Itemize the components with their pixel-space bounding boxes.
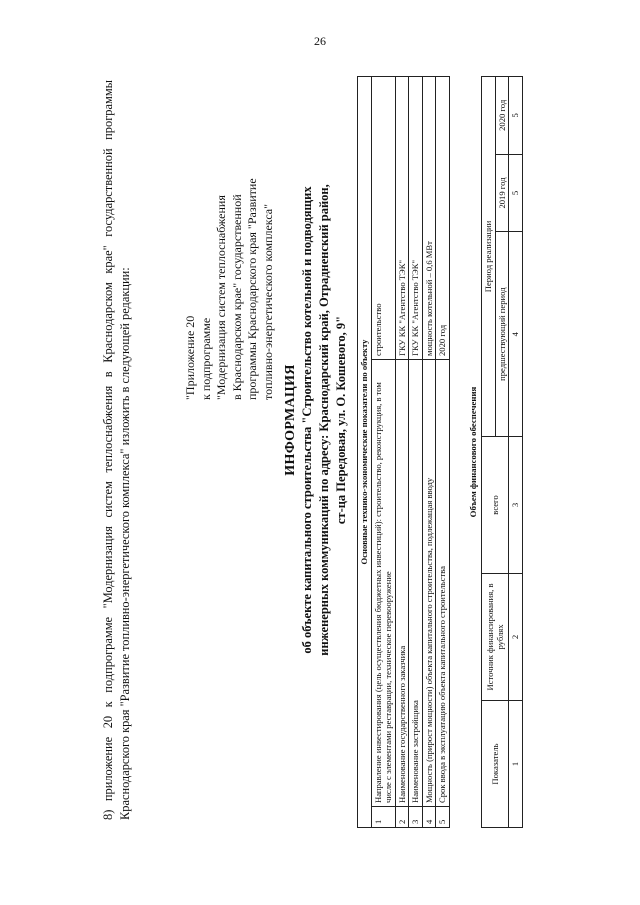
header-source: Источник финансирования, в рублях xyxy=(482,574,509,701)
row-value: 2020 год xyxy=(436,77,450,360)
row-number: 3 xyxy=(409,807,423,828)
column-number: 4 xyxy=(509,232,523,437)
appendix-line: к подпрограмме xyxy=(198,317,213,400)
column-number: 5 xyxy=(509,77,523,155)
document-title xyxy=(282,160,350,680)
row-value: ГКУ КК "Агентство ТЭК" xyxy=(395,77,409,360)
appendix-line: программы Краснодарского края "Развитие xyxy=(245,178,259,400)
appendix-line: "Приложение 20 xyxy=(183,315,197,400)
header-2019: 2019 год xyxy=(495,154,509,232)
title-line: ст-ца Передовая, ул. О. Кошевого, 9" xyxy=(334,315,348,525)
row-number: 2 xyxy=(395,807,409,828)
page-number: 26 xyxy=(314,34,326,48)
row-number: 4 xyxy=(422,807,436,828)
row-label: Мощность (прирост мощности) объекта капитального строительства, подлежащая вводу xyxy=(422,360,436,807)
intro-paragraph: 8) приложение 20 к подпрограмме "Модернизация систем теплоснабжения в Краснодарском крае" государственной программы Краснодарского края "Развитие топливно-энергетического комплекса" изложить в следующей редакции: xyxy=(101,80,132,820)
indicators-table xyxy=(357,76,450,828)
column-number: 3 xyxy=(509,437,523,574)
row-value: строительство xyxy=(371,77,395,360)
header-prev-period: предшествующий период xyxy=(495,232,509,437)
column-number: 5 xyxy=(509,154,523,232)
title-line: об объекте капитального строительства "Строительство котельной и подводящих xyxy=(300,186,314,654)
row-value: ГКУ КК "Агентство ТЭК" xyxy=(409,77,423,360)
row-number: 5 xyxy=(436,807,450,828)
table-row xyxy=(436,77,450,828)
title-line: инженерных коммуникаций по адресу: Краснодарский край, Отрадненский район, xyxy=(317,184,331,656)
table-row xyxy=(409,77,423,828)
row-number: 1 xyxy=(371,807,395,828)
appendix-line: "Модернизация систем теплоснабжения xyxy=(214,195,228,400)
header-indicator: Показатель xyxy=(482,701,509,828)
row-label: Срок ввода в эксплуатацию объекта капитального строительства xyxy=(436,360,450,807)
column-number: 1 xyxy=(509,701,523,828)
rotated-page-content xyxy=(100,70,620,830)
row-label: Наименование государственного заказчика xyxy=(395,360,409,807)
column-number: 2 xyxy=(509,574,523,701)
appendix-line: в Краснодарском крае" государственной xyxy=(229,194,244,400)
table-row xyxy=(395,77,409,828)
table-row xyxy=(509,77,523,828)
appendix-caption xyxy=(183,80,276,400)
header-period: Период реализации xyxy=(482,77,496,437)
row-label: Наименование застройщика xyxy=(409,360,423,807)
title-heading: ИНФОРМАЦИЯ xyxy=(283,364,298,476)
table-row xyxy=(371,77,395,828)
table-row xyxy=(422,77,436,828)
indicators-section-title: Основные технико-экономические показатели по объекту xyxy=(358,77,372,828)
finance-section-title: Объем финансового обеспечения xyxy=(468,386,478,518)
row-label: Направление инвестирования (цель осуществления бюджетных инвестиций): строительство, реконструкция, в том числе с элементами реставрации, техническое перевооружение xyxy=(371,360,395,807)
row-value: мощность котельной – 0,6 МВт xyxy=(422,77,436,360)
finance-table xyxy=(481,76,523,828)
appendix-line: топливно-энергетического комплекса" xyxy=(260,203,275,400)
header-2020: 2020 год xyxy=(495,77,509,155)
header-total: всего xyxy=(482,437,509,574)
